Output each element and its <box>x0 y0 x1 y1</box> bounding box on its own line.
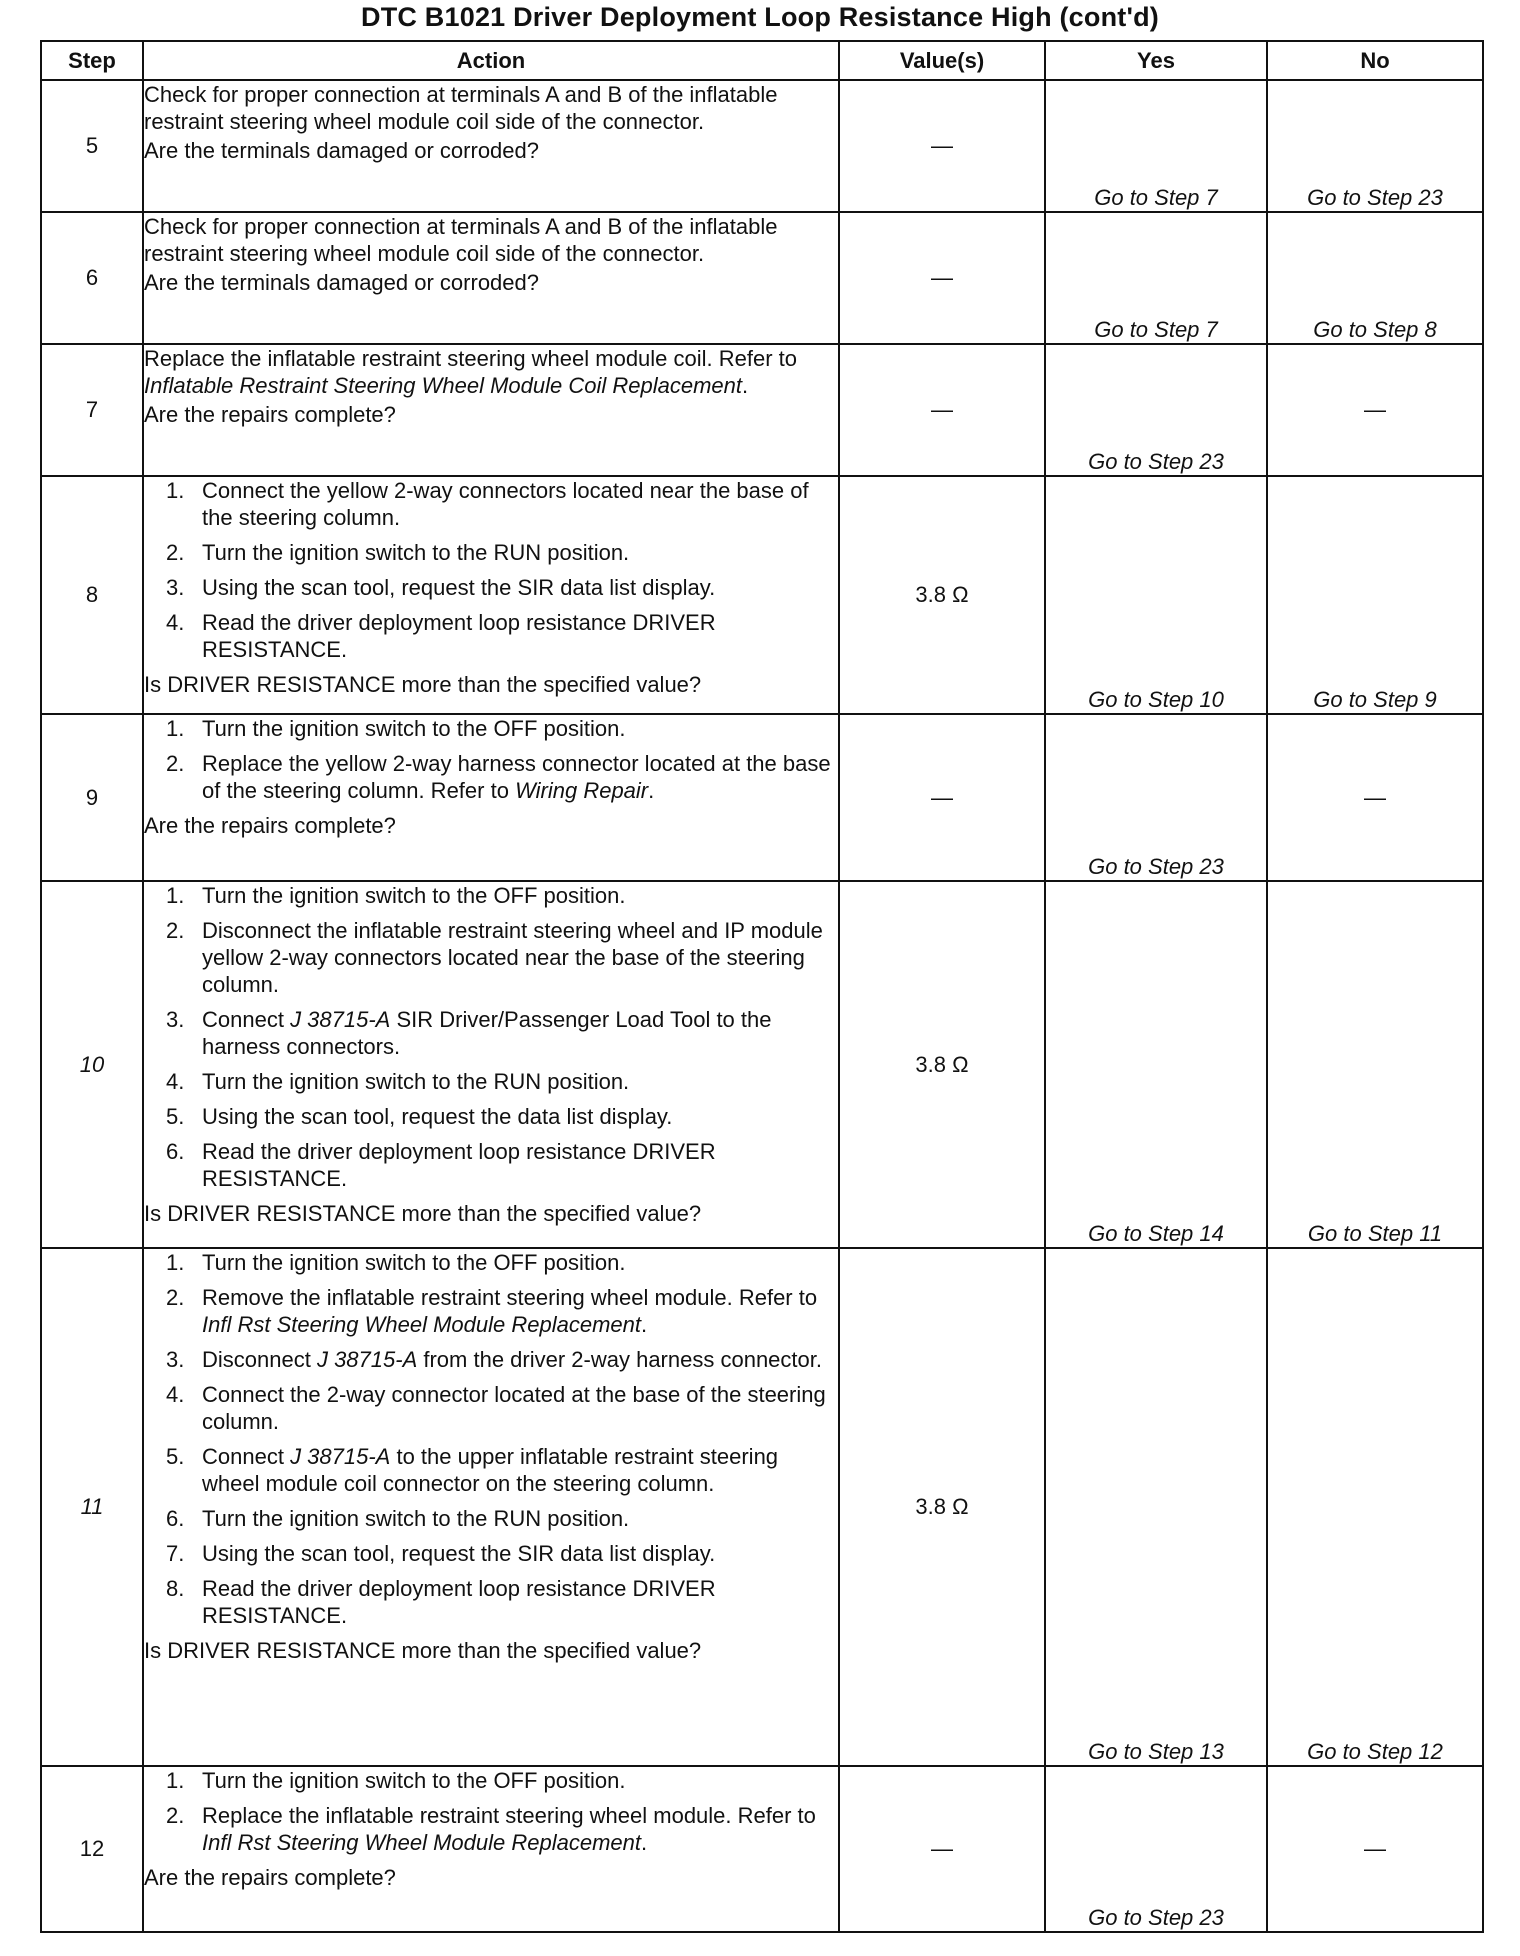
item-text: Turn the ignition switch to the OFF position. <box>202 716 626 741</box>
list-item <box>144 539 838 566</box>
table-row <box>41 1248 1483 1766</box>
item-number: 6. <box>166 1139 185 1164</box>
reference-link: J 38715-A <box>290 1007 391 1032</box>
action-question: Is DRIVER RESISTANCE more than the specified value? <box>144 1201 702 1226</box>
step-number: 10 <box>41 881 143 1248</box>
item-text: Connect the yellow 2-way connectors located near the base of the steering column. <box>202 478 809 530</box>
item-number: 5. <box>166 1444 185 1469</box>
item-number: 1. <box>166 716 185 741</box>
item-text: . <box>641 1312 648 1337</box>
table-header-row <box>41 41 1483 80</box>
action-question: Is DRIVER RESISTANCE more than the specified value? <box>144 1638 702 1663</box>
list-item <box>144 1767 838 1794</box>
step-number: 6 <box>41 212 143 344</box>
header-values: Value(s) <box>839 41 1045 80</box>
step-number: 7 <box>41 344 143 476</box>
yes-cell: Go to Step 14 <box>1045 881 1267 1248</box>
diagnostic-table <box>40 40 1484 1933</box>
item-number: 8. <box>166 1576 185 1601</box>
value-cell: — <box>839 1766 1045 1932</box>
reference-link: Infl Rst Steering Wheel Module Replacement <box>202 1312 641 1337</box>
action-question: Are the terminals damaged or corroded? <box>144 270 539 295</box>
table-row <box>41 344 1483 476</box>
action-text <box>144 345 838 399</box>
no-cell: — <box>1267 344 1483 476</box>
step-number: 11 <box>41 1248 143 1766</box>
action-cell <box>143 344 839 476</box>
action-cell <box>143 212 839 344</box>
action-cell <box>143 714 839 881</box>
list-item <box>144 1249 838 1276</box>
value-cell: — <box>839 714 1045 881</box>
item-text: Using the scan tool, request the SIR data list display. <box>202 1541 716 1566</box>
item-text: Disconnect <box>202 1347 317 1372</box>
no-cell: — <box>1267 714 1483 881</box>
list-item <box>144 1505 838 1532</box>
list-item <box>144 1006 838 1060</box>
no-cell: — <box>1267 1766 1483 1932</box>
yes-cell: Go to Step 7 <box>1045 212 1267 344</box>
item-text: . <box>641 1830 648 1855</box>
item-number: 2. <box>166 918 185 943</box>
item-text: Connect the 2-way connector located at the base of the steering column. <box>202 1382 826 1434</box>
list-item <box>144 1540 838 1567</box>
list-item <box>144 715 838 742</box>
step-number: 8 <box>41 476 143 714</box>
list-item <box>144 574 838 601</box>
step-number: 5 <box>41 80 143 212</box>
list-item <box>144 1103 838 1130</box>
action-question: Are the repairs complete? <box>144 402 396 427</box>
list-item <box>144 1284 838 1338</box>
list-item <box>144 1346 838 1373</box>
item-text: Turn the ignition switch to the RUN position. <box>202 540 630 565</box>
yes-cell: Go to Step 10 <box>1045 476 1267 714</box>
item-text: Using the scan tool, request the SIR data list display. <box>202 575 716 600</box>
procedure-list <box>144 1767 838 1856</box>
reference-link: J 38715-A <box>290 1444 391 1469</box>
table-row <box>41 212 1483 344</box>
yes-cell: Go to Step 23 <box>1045 1766 1267 1932</box>
step-number: 12 <box>41 1766 143 1932</box>
value-cell: 3.8 Ω <box>839 881 1045 1248</box>
item-text: Read the driver deployment loop resistance DRIVER RESISTANCE. <box>202 1576 716 1628</box>
action-cell <box>143 80 839 212</box>
item-number: 4. <box>166 610 185 635</box>
item-number: 4. <box>166 1382 185 1407</box>
reference-link: J 38715-A <box>316 1347 418 1372</box>
item-text: Turn the ignition switch to the OFF position. <box>202 1768 626 1793</box>
action-text: Check for proper connection at terminals A and B of the inflatable restraint steering wheel module coil side of the connector. <box>144 214 778 266</box>
item-text: to the upper inflatable restraint steering wheel module coil connector on the steering column. <box>202 1444 779 1496</box>
action-text: Check for proper connection at terminals A and B of the inflatable restraint steering wheel module coil side of the connector. <box>144 82 778 134</box>
item-text: Turn the ignition switch to the RUN position. <box>202 1069 630 1094</box>
yes-cell: Go to Step 23 <box>1045 344 1267 476</box>
list-item <box>144 1443 838 1497</box>
table-row <box>41 881 1483 1248</box>
procedure-list <box>144 715 838 804</box>
item-text: Turn the ignition switch to the OFF position. <box>202 1250 626 1275</box>
header-yes: Yes <box>1045 41 1267 80</box>
item-number: 7. <box>166 1541 185 1566</box>
list-item <box>144 477 838 531</box>
no-cell: Go to Step 8 <box>1267 212 1483 344</box>
item-number: 1. <box>166 478 185 503</box>
yes-cell: Go to Step 7 <box>1045 80 1267 212</box>
procedure-list <box>144 1249 838 1629</box>
action-cell <box>143 881 839 1248</box>
value-cell: 3.8 Ω <box>839 1248 1045 1766</box>
step-number: 9 <box>41 714 143 881</box>
item-number: 1. <box>166 1768 185 1793</box>
list-item <box>144 1381 838 1435</box>
value-cell: 3.8 Ω <box>839 476 1045 714</box>
list-item <box>144 1802 838 1856</box>
action-question: Is DRIVER RESISTANCE more than the specified value? <box>144 672 702 697</box>
reference-link: Wiring Repair <box>515 778 649 803</box>
item-text: from the driver 2-way harness connector. <box>417 1347 822 1372</box>
list-item <box>144 750 838 804</box>
procedure-list <box>144 882 838 1192</box>
action-text-part: Replace the inflatable restraint steering wheel module coil. Refer to <box>144 346 798 371</box>
item-text: Replace the yellow 2-way harness connector located at the base of the steering column. Refer to <box>202 751 831 803</box>
item-text: Connect <box>202 1007 291 1032</box>
list-item <box>144 882 838 909</box>
action-cell <box>143 476 839 714</box>
item-number: 3. <box>166 1347 185 1372</box>
action-cell <box>143 1248 839 1766</box>
value-cell: — <box>839 212 1045 344</box>
item-text: Read the driver deployment loop resistance DRIVER RESISTANCE. <box>202 1139 716 1191</box>
list-item <box>144 609 838 663</box>
table-row <box>41 714 1483 881</box>
item-number: 1. <box>166 883 185 908</box>
item-number: 3. <box>166 1007 185 1032</box>
item-number: 2. <box>166 540 185 565</box>
action-question: Are the repairs complete? <box>144 813 396 838</box>
item-text: Using the scan tool, request the data list display. <box>202 1104 673 1129</box>
yes-cell: Go to Step 13 <box>1045 1248 1267 1766</box>
no-cell: Go to Step 12 <box>1267 1248 1483 1766</box>
header-action: Action <box>143 41 839 80</box>
item-number: 2. <box>166 751 185 776</box>
table-row <box>41 1766 1483 1932</box>
action-question: Are the repairs complete? <box>144 1865 396 1890</box>
item-number: 1. <box>166 1250 185 1275</box>
list-item <box>144 1138 838 1192</box>
action-question: Are the terminals damaged or corroded? <box>144 138 539 163</box>
item-number: 3. <box>166 575 185 600</box>
no-cell: Go to Step 9 <box>1267 476 1483 714</box>
list-item <box>144 1068 838 1095</box>
item-text: Disconnect the inflatable restraint steering wheel and IP module yellow 2-way connectors located near the base of the steering column. <box>202 918 823 997</box>
list-item <box>144 1575 838 1629</box>
header-step: Step <box>41 41 143 80</box>
list-item <box>144 917 838 998</box>
item-text: Turn the ignition switch to the OFF position. <box>202 883 626 908</box>
item-number: 2. <box>166 1803 185 1828</box>
yes-cell: Go to Step 23 <box>1045 714 1267 881</box>
table-row <box>41 80 1483 212</box>
item-number: 2. <box>166 1285 185 1310</box>
item-number: 6. <box>166 1506 185 1531</box>
item-text: SIR Driver/Passenger Load Tool to the harness connectors. <box>202 1007 772 1059</box>
reference-link: Infl Rst Steering Wheel Module Replacement <box>202 1830 641 1855</box>
item-number: 5. <box>166 1104 185 1129</box>
item-text: Connect <box>202 1444 291 1469</box>
page-title: DTC B1021 Driver Deployment Loop Resistance High (cont'd) <box>361 2 1159 32</box>
action-text-part: . <box>741 373 749 398</box>
item-text: . <box>648 778 655 803</box>
item-text: Remove the inflatable restraint steering wheel module. Refer to <box>202 1285 818 1310</box>
action-cell <box>143 1766 839 1932</box>
value-cell: — <box>839 344 1045 476</box>
reference-link: Inflatable Restraint Steering Wheel Module Coil Replacement <box>144 373 742 398</box>
no-cell: Go to Step 23 <box>1267 80 1483 212</box>
no-cell: Go to Step 11 <box>1267 881 1483 1248</box>
item-text: Replace the inflatable restraint steering wheel module. Refer to <box>202 1803 816 1828</box>
table-row <box>41 476 1483 714</box>
item-number: 4. <box>166 1069 185 1094</box>
item-text: Turn the ignition switch to the RUN position. <box>202 1506 630 1531</box>
item-text: Read the driver deployment loop resistance DRIVER RESISTANCE. <box>202 610 716 662</box>
procedure-list <box>144 477 838 663</box>
value-cell: — <box>839 80 1045 212</box>
header-no: No <box>1267 41 1483 80</box>
